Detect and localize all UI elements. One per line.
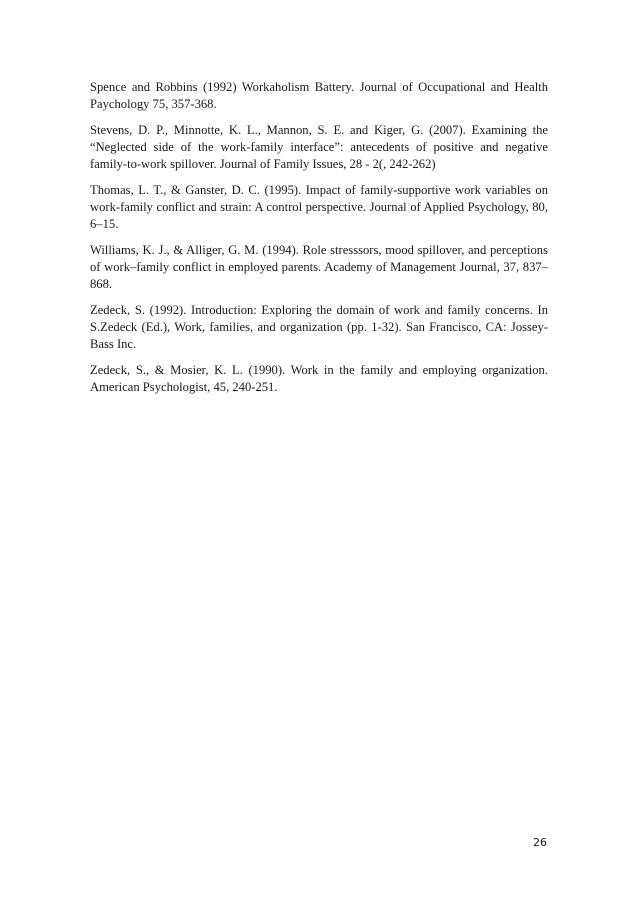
reference-list [90, 79, 548, 405]
reference-entry: Zedeck, S., & Mosier, K. L. (1990). Work in the family and employing organization. American Psychologist, 45, 240-251. [90, 363, 548, 394]
reference-entry: Stevens, D. P., Minnotte, K. L., Mannon, S. E. and Kiger, G. (2007). Examining the “Neglected side of the work-family interface”: antecedents of positive and negative family-to-work spillover. Journal of Family Issues, 28 - 2(, 242-262) [90, 123, 548, 171]
page-number: 26 [533, 836, 547, 849]
reference-entry: Zedeck, S. (1992). Introduction: Exploring the domain of work and family concerns. In S.Zedeck (Ed.), Work, families, and organization (pp. 1-32). San Francisco, CA: Jossey-Bass Inc. [90, 303, 548, 351]
reference-entry: Thomas, L. T., & Ganster, D. C. (1995). Impact of family-supportive work variables on work-family conflict and strain: A control perspective. Journal of Applied Psychology, 80, 6–15. [90, 183, 548, 231]
reference-entry: Spence and Robbins (1992) Workaholism Battery. Journal of Occupational and Health Paychology 75, 357-368. [90, 80, 548, 111]
reference-entry: Williams, K. J., & Alliger, G. M. (1994). Role stresssors, mood spillover, and perceptions of work–family conflict in employed parents. Academy of Management Journal, 37, 837–868. [90, 243, 548, 291]
